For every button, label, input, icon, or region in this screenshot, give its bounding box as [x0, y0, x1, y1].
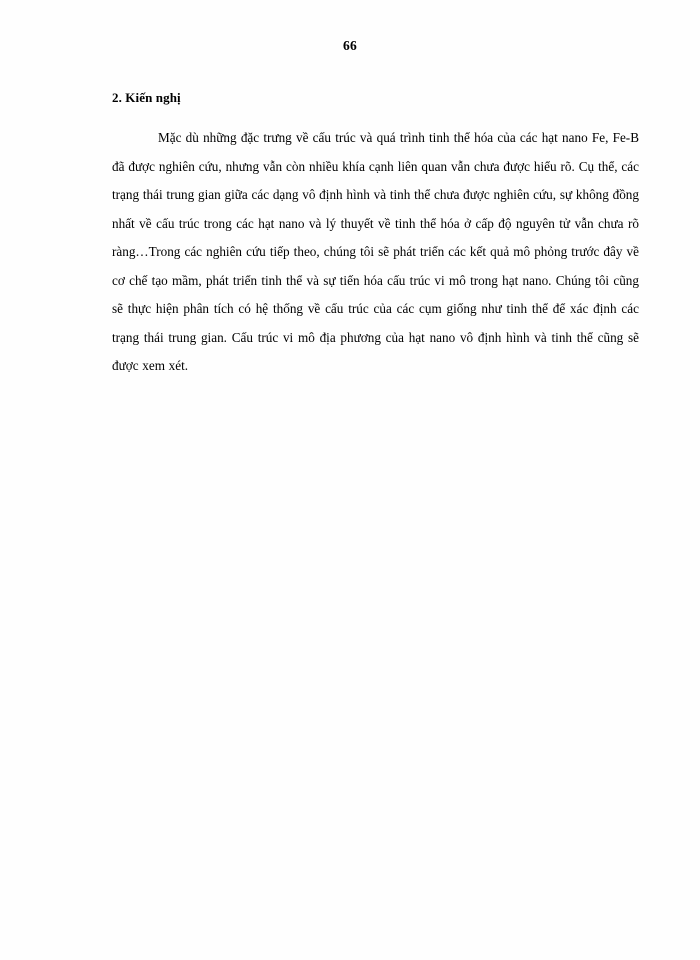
section-heading: 2. Kiến nghị [112, 90, 181, 105]
section-paragraph: Mặc dù những đặc trưng về cấu trúc và quá trình tinh thể hóa của các hạt nano Fe, Fe-B đã được nghiên cứu, nhưng vẫn còn nhiều khía cạnh liên quan vẫn chưa được hiểu rõ. Cụ thể, các trạng thái trung gian giữa các dạng vô định hình và tinh thể chưa được nghiên cứu, sự không đồng nhất về cấu trúc trong các hạt nano và lý thuyết về tinh thể hóa ở cấp độ nguyên tử vẫn chưa rõ ràng…Trong các nghiên cứu tiếp theo, chúng tôi sẽ phát triển các kết quả mô phỏng trước đây về cơ chế tạo mầm, phát triển tinh thể và sự tiến hóa cấu trúc vi mô trong hạt nano. Chúng tôi cũng sẽ thực hiện phân tích có hệ thống về cấu trúc của các cụm giống như tinh thể để xác định các trạng thái trung gian. Cấu trúc vi mô địa phương của hạt nano vô định hình và tinh thể cũng sẽ được xem xét. [112, 130, 639, 373]
page-number: 66 [343, 38, 357, 53]
page-content [112, 90, 639, 381]
